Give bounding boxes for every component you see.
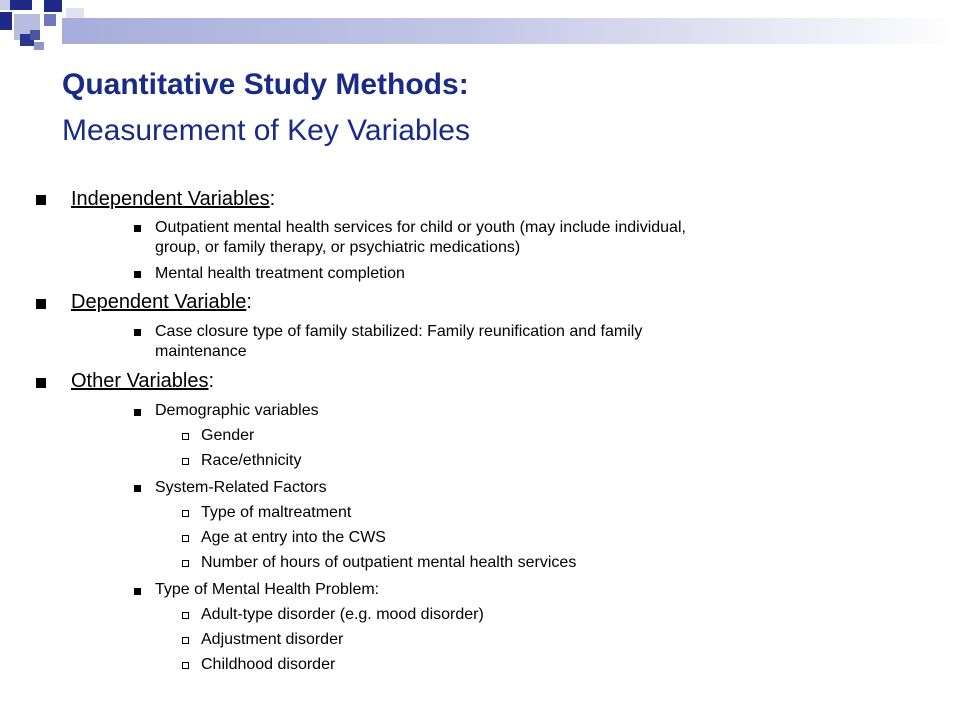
square-bullet-icon xyxy=(36,299,46,309)
list-item-text: Outpatient mental health services for child or youth (may include individual, xyxy=(155,219,686,236)
list-item: Type of Mental Health Problem: xyxy=(155,581,380,598)
hollow-square-bullet-icon xyxy=(182,612,189,619)
section-heading xyxy=(71,188,275,211)
hollow-square-bullet-icon xyxy=(182,637,189,644)
list-item-text: Case closure type of family stabilized: Family reunification and family xyxy=(155,323,643,340)
sub-list-item: Gender xyxy=(201,427,255,444)
section-heading xyxy=(71,370,214,393)
hollow-square-bullet-icon xyxy=(182,510,189,517)
square-bullet-icon xyxy=(134,225,141,232)
heading-colon: : xyxy=(269,188,276,210)
heading-colon: : xyxy=(246,291,252,313)
section-heading-text: Other Variables xyxy=(71,370,209,392)
square-bullet-icon xyxy=(134,271,141,278)
square-bullet-icon xyxy=(134,329,141,336)
sub-list-item: Type of maltreatment xyxy=(201,504,352,521)
list-item: Demographic variables xyxy=(155,402,319,419)
list-item xyxy=(155,218,686,258)
square-bullet-icon xyxy=(36,195,46,205)
hollow-square-bullet-icon xyxy=(182,458,189,465)
sub-list-item: Adult-type disorder (e.g. mood disorder) xyxy=(201,606,484,623)
hollow-square-bullet-icon xyxy=(182,433,189,440)
sub-list-item: Race/ethnicity xyxy=(201,452,302,469)
section-heading xyxy=(71,291,252,314)
sub-list-item: Number of hours of outpatient mental health services xyxy=(201,554,577,571)
square-bullet-icon xyxy=(134,588,141,595)
square-bullet-icon xyxy=(134,485,141,492)
list-item-text: group, or family therapy, or psychiatric medications) xyxy=(155,239,521,256)
sub-list-item: Adjustment disorder xyxy=(201,631,344,648)
list-item: System-Related Factors xyxy=(155,479,327,496)
sub-list-item: Age at entry into the CWS xyxy=(201,529,386,546)
square-bullet-icon xyxy=(36,378,46,388)
list-item-text: maintenance xyxy=(155,343,247,360)
section-heading-text: Dependent Variable xyxy=(71,291,247,313)
square-bullet-icon xyxy=(134,409,141,416)
list-item xyxy=(155,322,642,362)
list-item-text: Mental health treatment completion xyxy=(155,265,405,282)
sub-list-item: Childhood disorder xyxy=(201,656,336,673)
list-item xyxy=(155,264,405,284)
hollow-square-bullet-icon xyxy=(182,535,189,542)
hollow-square-bullet-icon xyxy=(182,662,189,669)
slide-subtitle: Measurement of Key Variables xyxy=(62,114,470,147)
heading-colon: : xyxy=(208,370,215,392)
section-heading-text: Independent Variables xyxy=(71,188,270,210)
hollow-square-bullet-icon xyxy=(182,560,189,567)
slide-title: Quantitative Study Methods: xyxy=(62,68,469,101)
